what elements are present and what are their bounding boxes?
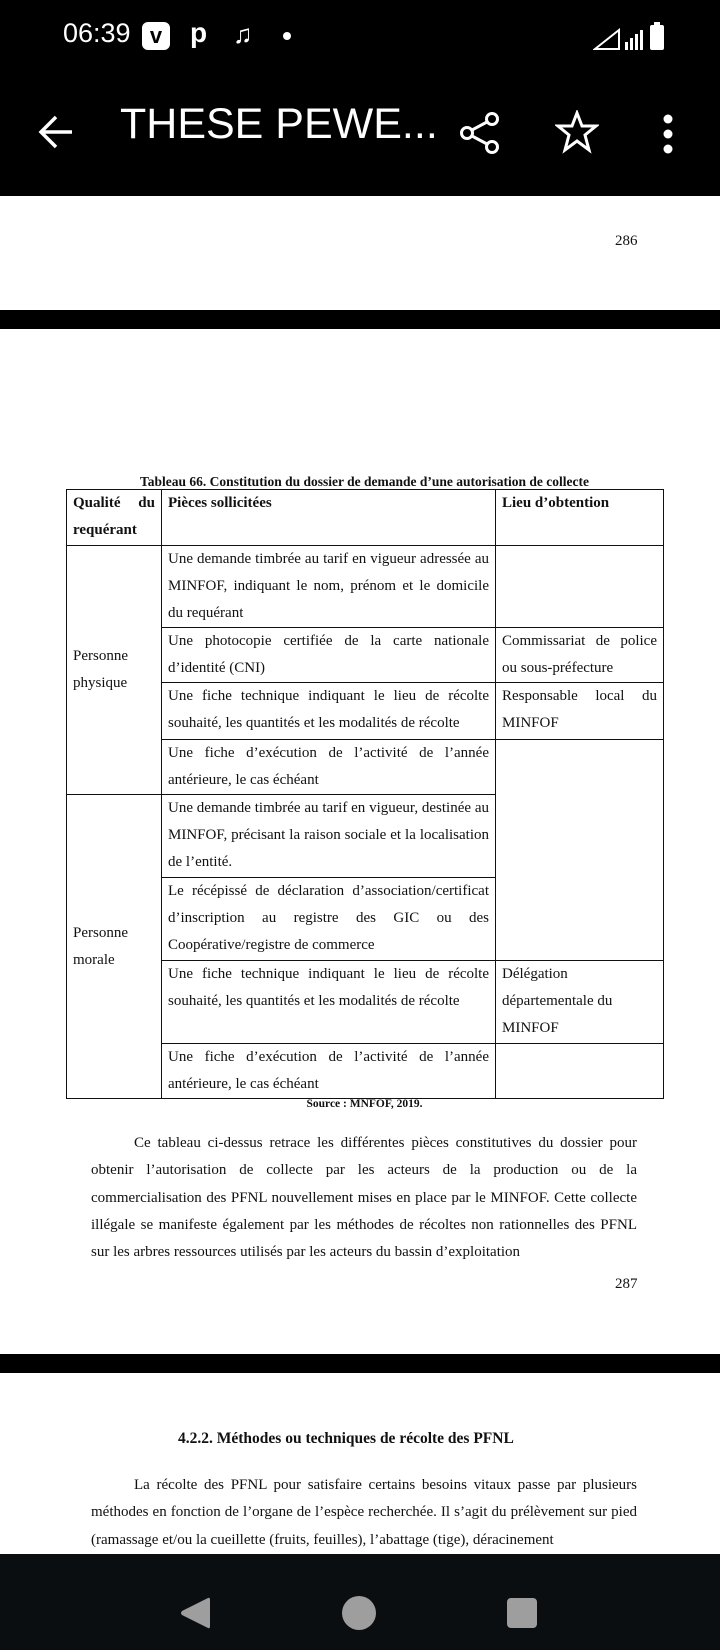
page-separator bbox=[0, 310, 720, 329]
nav-home-icon[interactable] bbox=[342, 1596, 376, 1630]
navigation-bar bbox=[0, 1554, 720, 1650]
star-bookmark-icon[interactable] bbox=[555, 110, 599, 154]
piece-cell: Une fiche d’exécution de l’activité de l’année antérieure, le cas échéant bbox=[162, 740, 496, 795]
music-note-icon: ♫ bbox=[233, 19, 253, 49]
piece-cell: Une photocopie certifiée de la carte nationale d’identité (CNI) bbox=[162, 628, 496, 683]
table-row bbox=[67, 546, 664, 628]
section-heading: 4.2.2. Méthodes ou techniques de récolte des PFNL bbox=[178, 1430, 514, 1447]
header-pieces: Pièces sollicitées bbox=[162, 490, 496, 546]
piece-cell: Une fiche d’exécution de l’activité de l’année antérieure, le cas échéant bbox=[162, 1044, 496, 1099]
back-arrow-icon[interactable] bbox=[38, 112, 74, 152]
paragraph-text: Ce tableau ci-dessus retrace les différentes pièces constitutives du dossier pour obtenir l’autorisation de collecte par les acteurs de la production ou de la commercialisation des PFNL nouvellement mises en place par le MINFOF. Cette collecte illégale se manifeste également par les méthodes de récoltes non rationnelles des PFNL sur les arbres ressources utilisés par les acteurs du bassin d’exploitation bbox=[91, 1135, 637, 1261]
more-options-icon[interactable] bbox=[658, 112, 678, 156]
piece-cell: Une fiche technique indiquant le lieu de récolte souhaité, les quantités et les modalités de récolte bbox=[162, 683, 496, 740]
document-title: THESE PEWE... bbox=[120, 100, 438, 148]
table-header-row bbox=[67, 490, 664, 546]
qualite-cell: Personne morale bbox=[67, 795, 162, 1099]
system-icons bbox=[593, 22, 665, 50]
signal-bars-icon bbox=[625, 28, 645, 50]
lieu-cell-merged bbox=[496, 740, 664, 961]
lieu-cell bbox=[496, 546, 664, 628]
nav-back-icon[interactable] bbox=[180, 1596, 210, 1630]
signal-icon bbox=[593, 28, 621, 50]
paragraph-text: La récolte des PFNL pour satisfaire certains besoins vitaux passe par plusieurs méthodes en fonction de l’organe de l’espèce recherchée. Il s’agit du prélèvement sur pied (ramassage et/ou la cueillette (fruits, feuilles), l’abattage (tige), déracinement bbox=[91, 1477, 637, 1548]
nav-recents-icon[interactable] bbox=[507, 1598, 537, 1628]
table-source: Source : MNFOF, 2019. bbox=[306, 1098, 423, 1110]
share-icon[interactable] bbox=[458, 110, 502, 156]
p-app-icon: p bbox=[190, 17, 208, 48]
page-number: 287 bbox=[615, 1276, 638, 1292]
page-separator bbox=[0, 1354, 720, 1373]
lieu-cell: Commissariat de police ou sous-préfecture bbox=[496, 628, 664, 683]
table-caption: Tableau 66. Constitution du dossier de demande d’une autorisation de collecte bbox=[140, 474, 589, 489]
qualite-cell: Personne physique bbox=[67, 546, 162, 795]
paragraph bbox=[91, 1472, 637, 1554]
header-lieu: Lieu d’obtention bbox=[496, 490, 664, 546]
vpn-v-app-icon: v bbox=[142, 22, 170, 50]
piece-cell: Une demande timbrée au tarif en vigueur adressée au MINFOF, indiquant le nom, prénom et le domicile du requérant bbox=[162, 546, 496, 628]
piece-cell: Une demande timbrée au tarif en vigueur, destinée au MINFOF, précisant la raison sociale et la localisation de l’entité. bbox=[162, 795, 496, 878]
battery-icon bbox=[649, 22, 665, 50]
header-qualite: Qualité du requérant bbox=[67, 490, 162, 546]
app-bar bbox=[0, 72, 720, 196]
piece-cell: Une fiche technique indiquant le lieu de récolte souhaité, les quantités et les modalités de récolte bbox=[162, 961, 496, 1044]
piece-cell: Le récépissé de déclaration d’association/certificat d’inscription au registre des GIC ou des Coopérative/registre de commerce bbox=[162, 878, 496, 961]
lieu-cell: Délégation départementale du MINFOF bbox=[496, 961, 664, 1044]
lieu-cell: Responsable local du MINFOF bbox=[496, 683, 664, 740]
paragraph bbox=[91, 1130, 637, 1266]
lieu-cell bbox=[496, 1044, 664, 1099]
autorisation-table bbox=[66, 489, 664, 1099]
status-bar bbox=[0, 0, 720, 72]
status-time: 06:39 bbox=[63, 18, 131, 48]
more-notifications-dot-icon bbox=[283, 32, 291, 40]
page-number: 286 bbox=[615, 233, 638, 249]
